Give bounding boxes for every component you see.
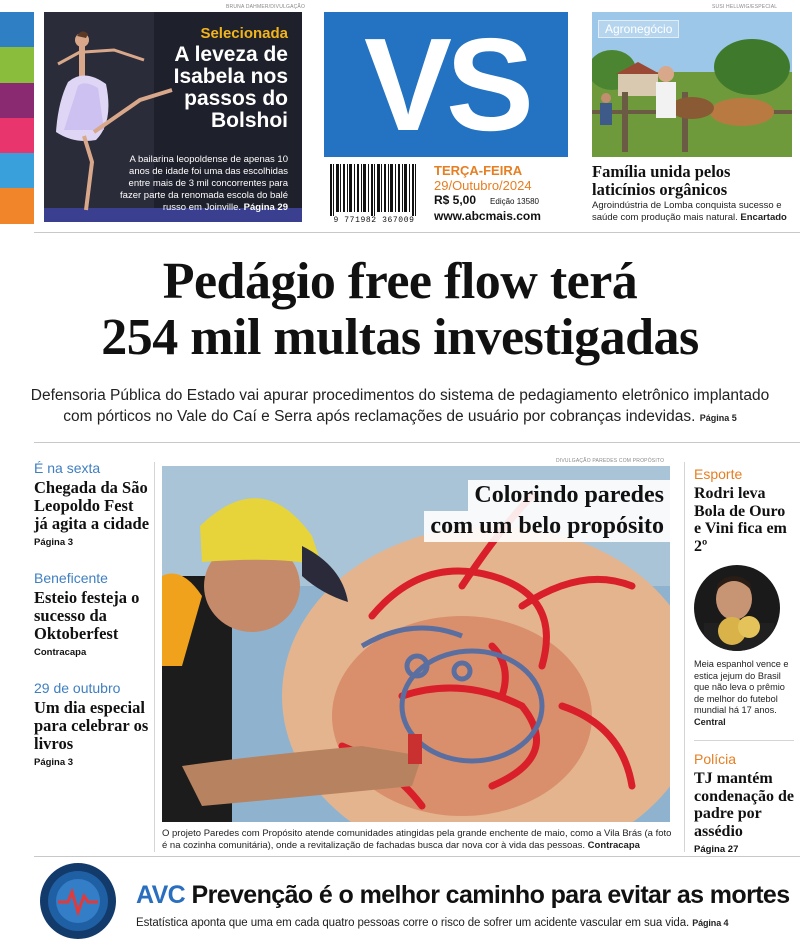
footer-headline[interactable]: [136, 880, 796, 910]
footer-sub-text: Estatística aponta que uma em cada quatro pessoas corre o risco de sofrer um acidente vascular em sua vida.: [136, 917, 690, 929]
photo-title[interactable]: [424, 480, 670, 542]
feature-ballet[interactable]: [44, 12, 302, 222]
footer-page[interactable]: Página 4: [692, 918, 729, 928]
headline-page[interactable]: Página 5: [699, 413, 737, 423]
feature-title[interactable]: Família unida pelos laticínios orgânicos: [592, 162, 731, 199]
edition-info: [434, 163, 564, 224]
feature-desc: [592, 200, 797, 224]
strip-segment: [0, 12, 34, 47]
story-page[interactable]: Central: [694, 716, 726, 727]
left-column: [34, 460, 150, 786]
feature-tag: Agronegócio: [598, 20, 679, 38]
player-photo: [694, 565, 780, 651]
story-page: Contracapa: [34, 647, 87, 658]
feature-desc-text: A bailarina leopoldense de apenas 10 anos de idade foi uma das escolhidas entre mais de 3 mil concorrentes para fazer parte da renomada escola do balé russo em Joinville.: [120, 154, 288, 213]
story-kicker: 29 de outubro: [34, 680, 121, 696]
edition-date: 29/Outubro/2024: [434, 178, 532, 193]
edition-price: R$ 5,00: [434, 193, 477, 207]
story[interactable]: [34, 570, 150, 658]
barcode-icon: [330, 164, 416, 216]
footer-title-text: Prevenção é o melhor caminho para evitar as mortes: [191, 881, 790, 909]
photo-title-line: Colorindo paredes: [468, 480, 670, 511]
strip-segment: [0, 188, 34, 223]
graffiti-photo[interactable]: [162, 466, 670, 822]
strip-segment: [0, 118, 34, 153]
caption-text: O projeto Paredes com Propósito atende comunidades atingidas pela grande enchente de maio, como a Vila Brás (a foto é na cozinha comunitária), onde a revitalização de fachadas busca dar nova cor à vida das pessoas.: [162, 828, 672, 851]
story-page: Página 27: [694, 844, 739, 855]
feature-title[interactable]: A leveza de Isabela nos passos do Bolshoi: [173, 43, 288, 132]
section-color-strip: [0, 12, 34, 224]
feature-farm-photo[interactable]: [592, 12, 792, 157]
strip-segment: [0, 47, 34, 82]
story[interactable]: [34, 680, 150, 768]
divider: [34, 442, 800, 443]
site-link[interactable]: www.abcmais.com: [434, 209, 541, 223]
subtitle-text: Defensoria Pública do Estado vai apurar procedimentos do sistema de pedagiamento eletrônico implantado com pórticos no Vale do Caí e Serra após reclamações de usuário por cobranças indevidas.: [30, 387, 770, 425]
feature-desc-text: Agroindústria de Lomba conquista sucesso e saúde com produção mais natural.: [592, 200, 782, 223]
right-column: [694, 466, 794, 855]
story-title[interactable]: Rodri leva Bola de Ouro e Vini fica em 2º: [694, 485, 787, 555]
feature-page[interactable]: Encartado: [740, 212, 787, 223]
photo-credit-right: SUSI HELLWIG/ESPECIAL: [712, 4, 778, 10]
strip-segment: [0, 153, 34, 188]
story-kicker: Polícia: [694, 751, 737, 767]
story-title[interactable]: Esteio festeja o sucesso da Oktoberfest: [34, 588, 140, 643]
main-headline[interactable]: [0, 254, 800, 366]
headline-line: 254 mil multas investigadas: [101, 309, 699, 366]
footer-tag: AVC: [136, 881, 186, 909]
story-title[interactable]: Um dia especial para celebrar os livros: [34, 698, 149, 753]
feature-tag: Selecionada: [200, 25, 288, 42]
logo-text: VS: [363, 10, 529, 158]
story-desc: [694, 659, 794, 728]
story-kicker: Beneficente: [34, 570, 108, 586]
footer-subtitle: [136, 917, 800, 929]
headline-line: Pedágio free flow terá: [162, 253, 638, 310]
story-title[interactable]: Chegada da São Leopoldo Fest já agita a cidade: [34, 478, 150, 533]
feature-page[interactable]: Página 29: [243, 202, 288, 213]
photo-title-line: com um belo propósito: [424, 511, 670, 542]
photo-credit-left: BRUNA DAHMER/DIVULGAÇÃO: [226, 4, 306, 10]
player-illustration: [694, 565, 780, 651]
story-desc-text: Meia espanhol vence e estica jejum do Brasil que não leva o prêmio de melhor do futebol mundial há 17 anos.: [694, 659, 789, 715]
headline-subtitle: [20, 385, 780, 429]
masthead-logo[interactable]: [324, 12, 568, 157]
story-kicker: Esporte: [694, 466, 743, 482]
divider: [694, 740, 794, 741]
story-title[interactable]: TJ mantém condenação de padre por assédio: [694, 770, 794, 840]
barcode-number: 9 771982 367009: [333, 216, 415, 225]
edition-day: TERÇA-FEIRA: [434, 163, 523, 178]
caption-page[interactable]: Contracapa: [587, 840, 640, 851]
strip-segment: [0, 83, 34, 118]
story-page: Página 3: [34, 757, 74, 768]
column-divider: [684, 462, 685, 852]
edition-number: Edição 13580: [490, 197, 539, 206]
divider: [34, 856, 800, 857]
photo-caption: [162, 828, 674, 852]
story-kicker: É na sexta: [34, 460, 101, 476]
brain-icon: [34, 858, 122, 940]
story-page: Página 3: [34, 537, 74, 548]
divider: [34, 232, 800, 233]
column-divider: [154, 462, 155, 852]
feature-desc: [118, 154, 288, 214]
story[interactable]: [34, 460, 150, 548]
photo-credit-center: DIVULGAÇÃO PAREDES COM PROPÓSITO: [556, 458, 665, 464]
